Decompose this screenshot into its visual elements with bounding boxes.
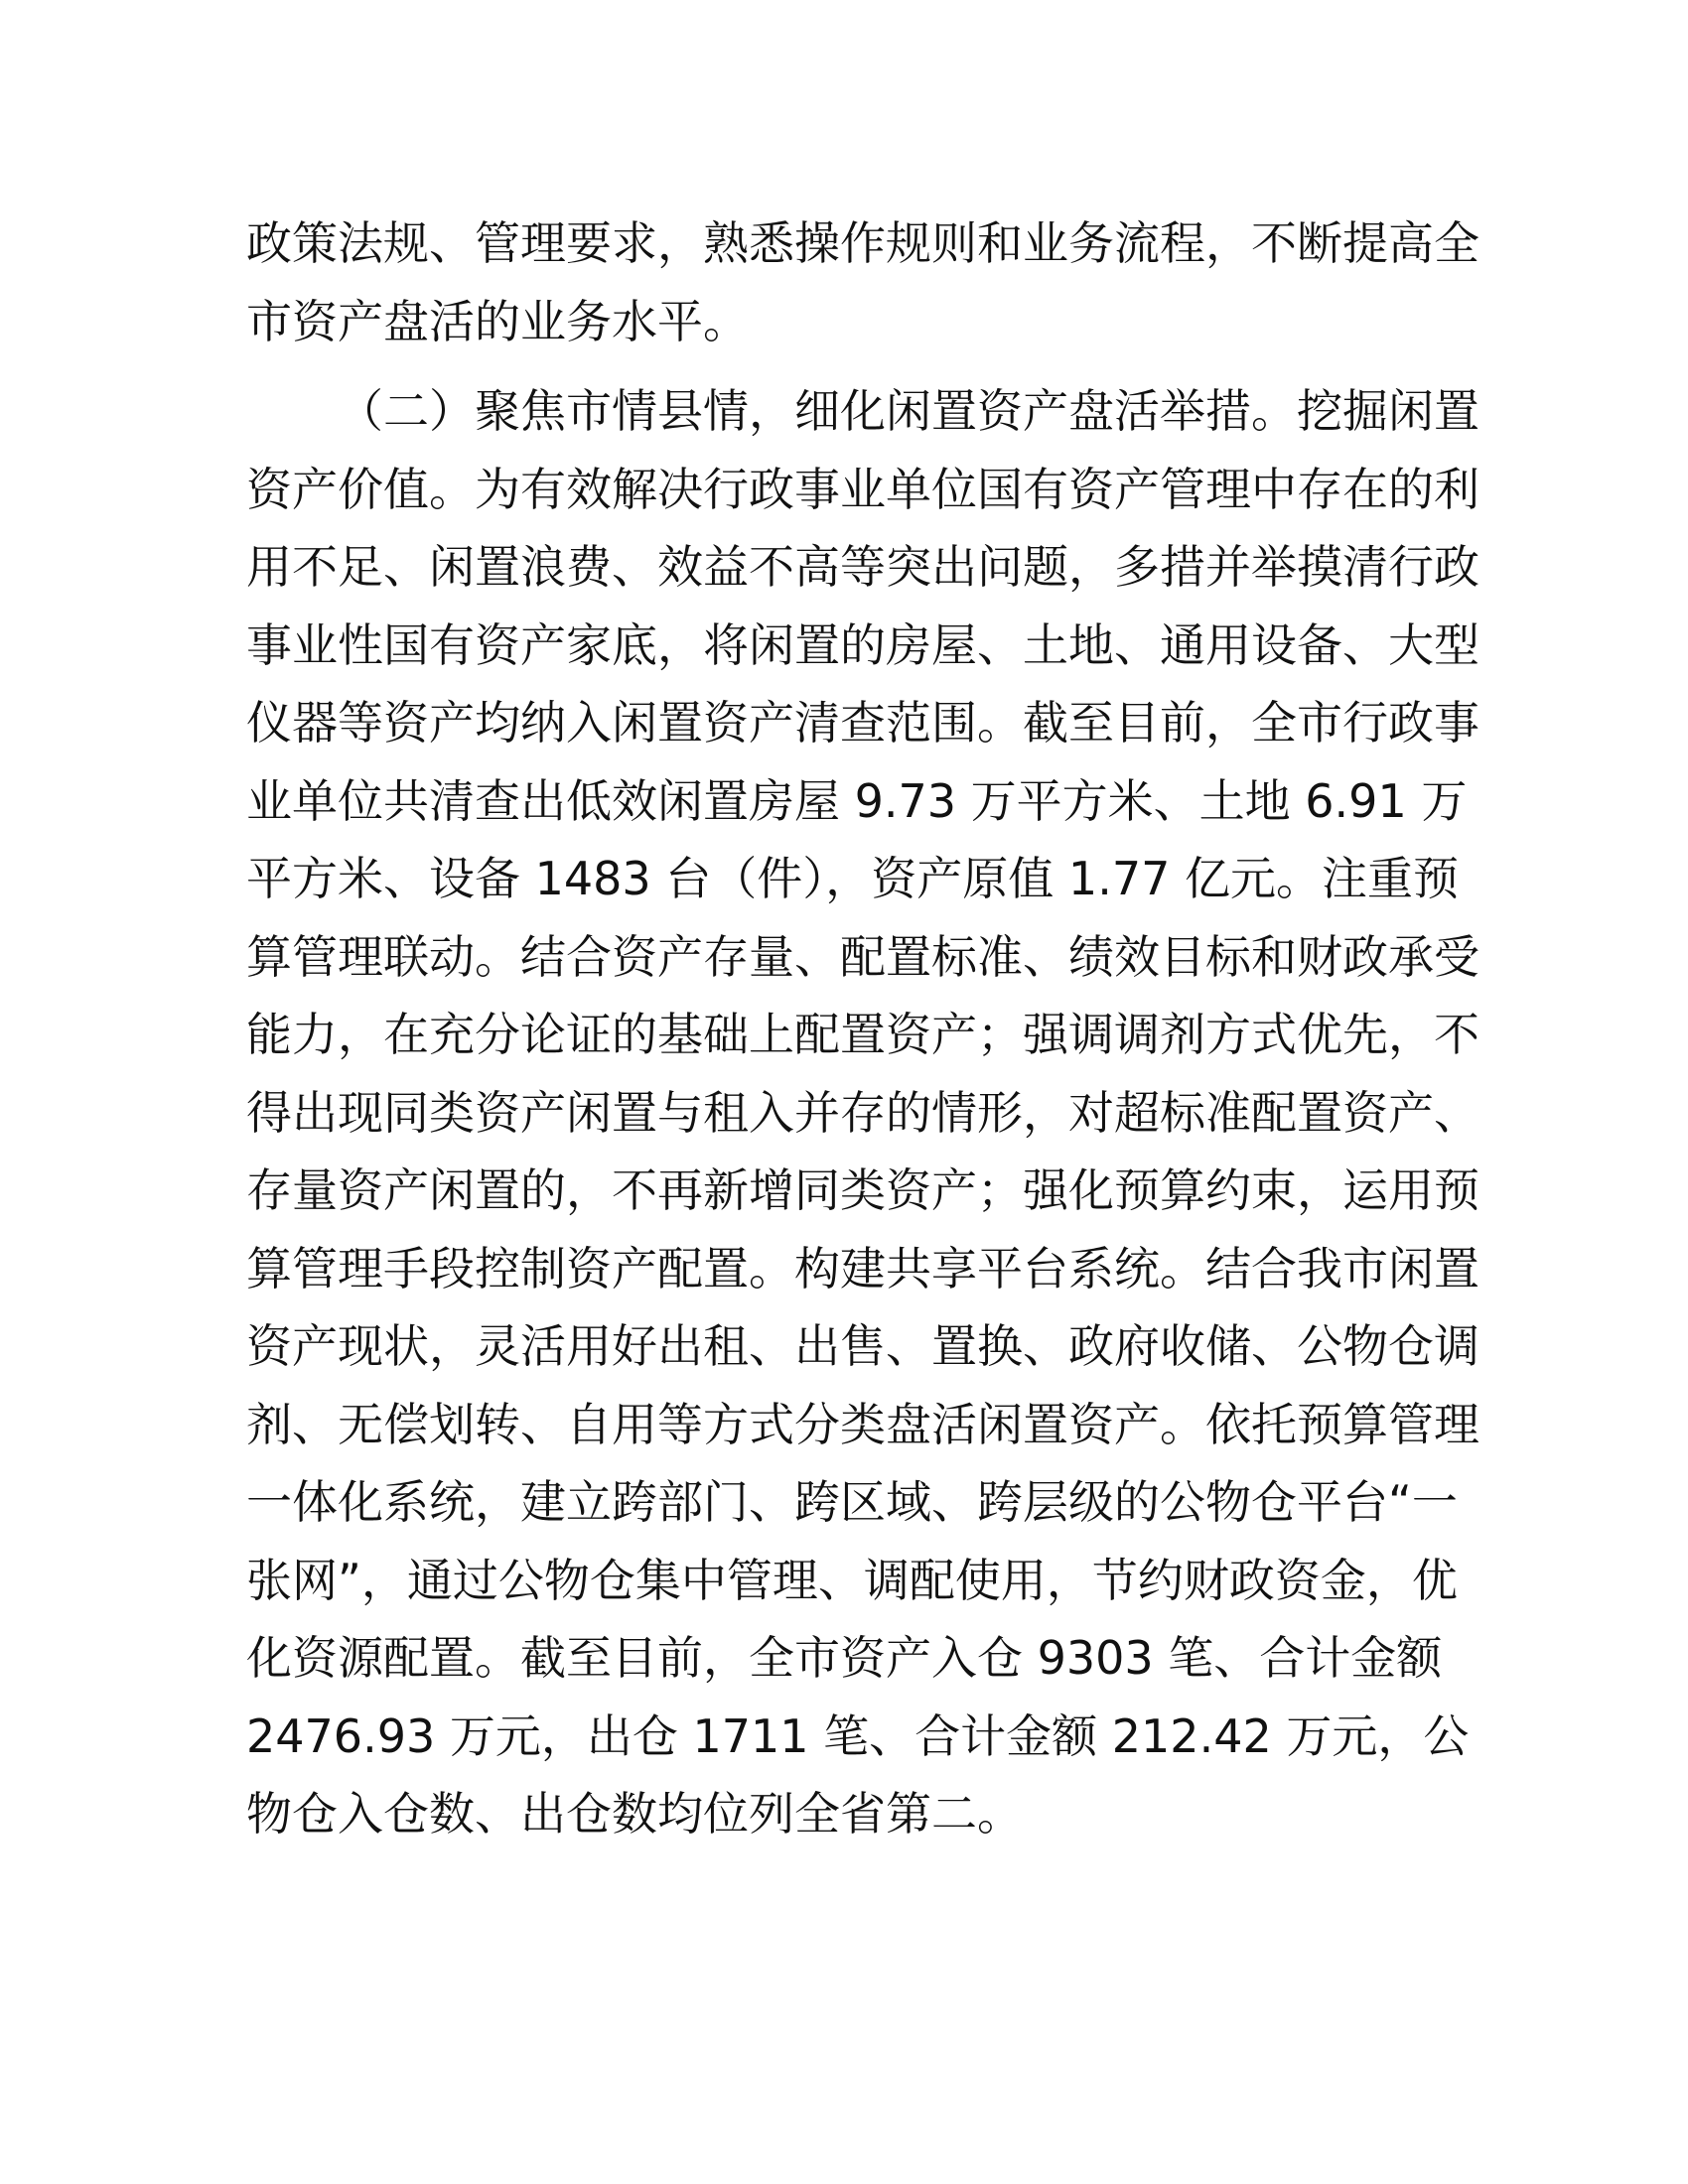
text-line: 市资产盘活的业务水平。 <box>246 294 749 348</box>
text-line: 事业性国有资产家底，将闲置的房屋、土地、通用设备、大型 <box>246 617 1479 672</box>
paragraph-1 <box>246 205 1479 360</box>
text-line: 物仓入仓数、出仓数均位列全省第二。 <box>246 1787 1023 1841</box>
text-line: 仪器等资产均纳入闲置资产清查范围。截至目前，全市行政事 <box>246 696 1479 750</box>
text-line: 2476.93 万元，出仓 1711 笔、合计金额 212.42 万元，公 <box>246 1708 1470 1763</box>
text-line: 用不足、闲置浪费、效益不高等突出问题，多措并举摸清行政 <box>246 540 1479 594</box>
text-line: 算管理联动。结合资产存量、配置标准、绩效目标和财政承受 <box>246 929 1479 984</box>
text-line: 资产价值。为有效解决行政事业单位国有资产管理中存在的利 <box>246 462 1479 516</box>
text-line: 化资源配置。截至目前，全市资产入仓 9303 笔、合计金额 <box>246 1631 1443 1685</box>
text-line: 资产现状，灵活用好出租、出售、置换、政府收储、公物仓调 <box>246 1319 1479 1373</box>
text-line: 张网”，通过公物仓集中管理、调配使用，节约财政资金，优 <box>246 1553 1458 1607</box>
document-body <box>246 205 1479 1865</box>
text-line: 剂、无偿划转、自用等方式分类盘活闲置资产。依托预算管理 <box>246 1397 1479 1451</box>
text-line: 算管理手段控制资产配置。构建共享平台系统。结合我市闲置 <box>246 1241 1479 1296</box>
text-line: 业单位共清查出低效闲置房屋 9.73 万平方米、土地 6.91 万 <box>246 773 1468 828</box>
text-line: 能力，在充分论证的基础上配置资产；强调调剂方式优先，不 <box>246 1008 1479 1061</box>
text-line: 政策法规、管理要求，熟悉操作规则和业务流程，不断提高全 <box>246 216 1479 270</box>
text-line: 得出现同类资产闲置与租入并存的情形，对超标准配置资产、 <box>246 1085 1479 1140</box>
text-line: 存量资产闲置的，不再新增同类资产；强化预算约束，运用预 <box>246 1163 1479 1217</box>
section-heading-line: （二）聚焦市情县情，细化闲置资产盘活举措。挖掘闲置 <box>338 384 1479 438</box>
text-line: 一体化系统，建立跨部门、跨区域、跨层级的公物仓平台“一 <box>246 1475 1458 1529</box>
text-line: 平方米、设备 1483 台（件），资产原值 1.77 亿元。注重预 <box>246 852 1459 905</box>
paragraph-2 <box>246 372 1479 1853</box>
